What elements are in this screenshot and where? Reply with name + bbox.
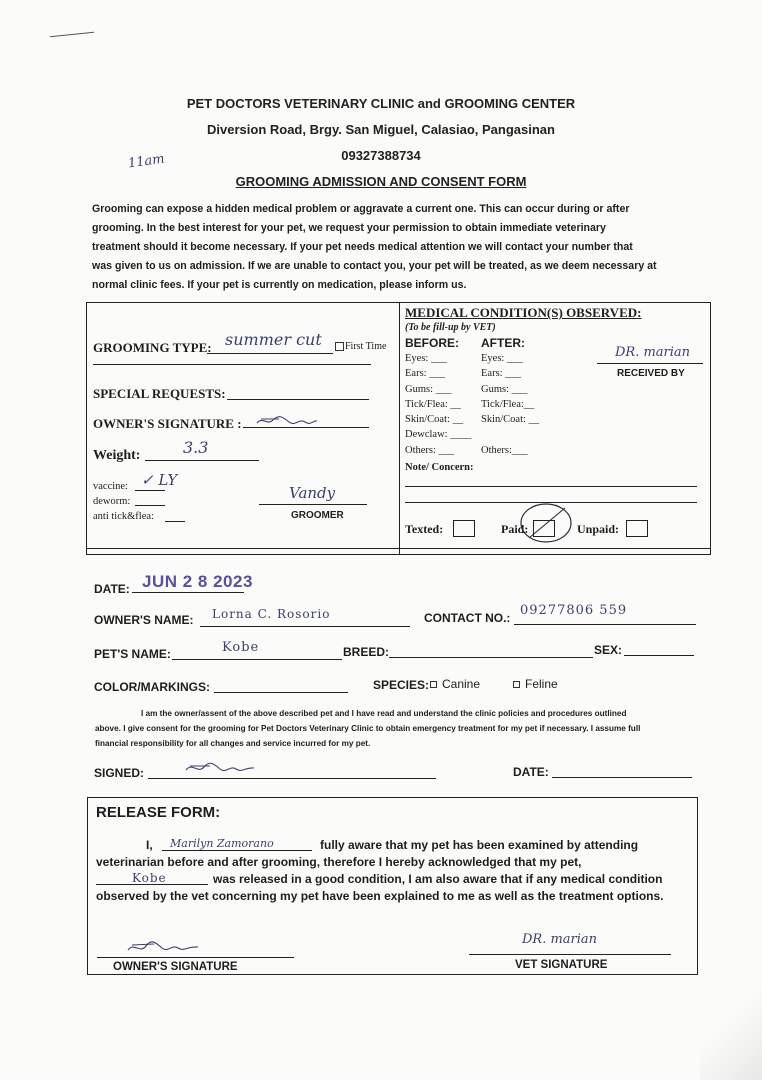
date-stamp: JUN 2 8 2023 — [142, 572, 253, 591]
breed-label: BREED: — [343, 645, 390, 659]
intro-paragraph — [92, 200, 697, 295]
after-others: Others:___ — [481, 444, 528, 456]
contact-field[interactable] — [514, 624, 696, 625]
after-tickflea: Tick/Flea:__ — [481, 398, 535, 410]
before-eyes-label: Eyes: — [405, 353, 429, 364]
release-line-3 — [96, 871, 692, 888]
consent-paragraph — [95, 706, 700, 751]
note-label: Note/ Concern: — [405, 462, 474, 473]
time-note: 11am — [127, 151, 166, 172]
release-line-3-text: was released in a good condition, I am also aware that if any medical condition — [213, 872, 663, 886]
before-ears: Ears: ___ — [405, 368, 445, 380]
vaccine-label: vaccine: — [93, 481, 128, 492]
signed-scribble — [184, 760, 256, 781]
medical-section — [405, 304, 705, 549]
medical-title: MEDICAL CONDITION(S) OBSERVED: — [405, 305, 642, 320]
stray-pen-mark — [50, 32, 94, 38]
release-i-label: I, — [146, 838, 153, 852]
release-paragraph — [96, 837, 692, 905]
pet-name-field[interactable] — [172, 659, 342, 660]
before-eyes: Eyes: ___ — [405, 353, 447, 364]
after-gums: Gums: ___ — [481, 383, 528, 395]
pet-name-label: PET'S NAME: — [94, 647, 171, 661]
clinic-phone: 09327388734 — [341, 148, 421, 163]
release-line-4: observed by the vet concerning my pet have been explained to me as well as the treatment options. — [96, 889, 664, 903]
before-dewclaw-label: Dewclaw: — [405, 429, 448, 441]
sex-field[interactable] — [624, 655, 694, 656]
sex-label: SEX: — [594, 643, 623, 657]
consent-date-label: DATE: — [513, 765, 549, 779]
after-tickflea-label: Tick/Flea: — [481, 398, 524, 410]
grooming-type-label: GROOMING TYPE: — [93, 340, 212, 355]
note-line-1[interactable] — [405, 486, 697, 487]
page-curl-shadow — [700, 980, 762, 1080]
before-gums: Gums: ___ — [405, 383, 452, 395]
intro-line: grooming. In the best interest for your pet, we request your permission to obtain immediate veterinary — [92, 222, 606, 234]
consent-line: financial responsibility for all changes and service incurred for my pet. — [95, 739, 371, 748]
after-ears: Ears: ___ — [481, 368, 521, 380]
paid-circle-mark — [517, 500, 575, 551]
release-name-value: Marilyn Zamorano — [170, 837, 274, 850]
date-field[interactable] — [132, 592, 244, 593]
vet-sig-label: VET SIGNATURE — [515, 959, 608, 971]
owner-signature-scribble — [255, 414, 319, 433]
release-pet-value: Kobe — [132, 871, 167, 885]
paid-label: Paid: — [501, 522, 529, 536]
release-line-1 — [96, 837, 692, 854]
canine-label: Canine — [442, 677, 481, 691]
unpaid-label: Unpaid: — [577, 522, 620, 536]
groomer-label: GROOMER — [291, 510, 344, 521]
received-by-label: RECEIVED BY — [617, 368, 685, 379]
grooming-section — [93, 330, 393, 545]
consent-line: I am the owner/assent of the above described pet and I have read and understand the clinic policies and procedures outlined — [141, 709, 627, 718]
contact-value: 09277806 559 — [520, 603, 628, 618]
color-field[interactable] — [214, 692, 348, 693]
intro-line: was given to us on admission. If we are unable to contact you, your pet will be treated, as we deem necessary at — [92, 260, 657, 272]
received-by-value: DR. marian — [615, 345, 691, 360]
pet-name-value: Kobe — [222, 640, 260, 655]
release-line-2: veterinarian before and after grooming, therefore I hereby acknowledged that my pet, — [96, 855, 582, 869]
medical-after-column — [481, 353, 561, 460]
texted-checkbox[interactable] — [453, 520, 475, 537]
release-title: RELEASE FORM: — [96, 804, 221, 821]
special-requests-field[interactable] — [227, 386, 369, 400]
owner-name-value: Lorna C. Rosorio — [212, 607, 331, 621]
deworm-field[interactable] — [135, 495, 165, 506]
after-eyes-label: Eyes: — [481, 353, 505, 364]
after-eyes: Eyes: ___ — [481, 353, 523, 364]
weight-value: 3.3 — [183, 438, 209, 457]
special-requests-label: SPECIAL REQUESTS: — [93, 386, 226, 401]
first-time-label: First Time — [345, 341, 387, 352]
before-tickflea: Tick/Flea: __ — [405, 398, 461, 410]
form-title: GROOMING ADMISSION AND CONSENT FORM — [235, 174, 527, 189]
feline-checkbox[interactable] — [513, 681, 520, 688]
intro-line: Grooming can expose a hidden medical problem or aggravate a current one. This can occur during or after — [92, 203, 630, 215]
received-by-line — [597, 363, 703, 364]
weight-label: Weight: — [93, 448, 141, 463]
before-skincoat: Skin/Coat: __ — [405, 414, 464, 426]
contact-label: CONTACT NO.: — [424, 611, 511, 625]
first-time-checkbox[interactable] — [335, 342, 344, 351]
vet-sig-value: DR. marian — [522, 932, 598, 947]
antitick-field[interactable] — [165, 511, 185, 522]
antitick-label: anti tick&flea: — [93, 511, 154, 522]
release-owner-sig-label: OWNER'S SIGNATURE — [113, 961, 238, 973]
before-label: BEFORE: — [405, 336, 459, 350]
owner-name-label: OWNER'S NAME: — [94, 613, 194, 627]
after-label: AFTER: — [481, 336, 525, 350]
grooming-type-value: summer cut — [225, 330, 322, 349]
after-others-label: Others: — [481, 444, 512, 456]
before-dewclaw: Dewclaw: ____ — [405, 429, 472, 441]
clinic-address: Diversion Road, Brgy. San Miguel, Calasiao, Pangasinan — [207, 122, 555, 137]
medical-subtitle: (To be fill-up by VET) — [405, 322, 496, 333]
owner-signature-label: OWNER'S SIGNATURE : — [93, 416, 242, 431]
date-label: DATE: — [94, 582, 130, 596]
consent-date-field[interactable] — [552, 777, 692, 778]
owner-name-field[interactable] — [200, 626, 410, 627]
color-label: COLOR/MARKINGS: — [94, 680, 210, 694]
before-others-label: Others: — [405, 444, 436, 456]
box-divider — [399, 302, 400, 555]
texted-label: Texted: — [405, 522, 444, 536]
grooming-type-extra-line — [93, 364, 371, 365]
before-others: Others: ___ — [405, 444, 455, 456]
intro-line: treatment should it become necessary. If your pet needs medical attention we will contact your number that — [92, 241, 633, 253]
deworm-label: deworm: — [93, 496, 131, 507]
before-skincoat-label: Skin/Coat: — [405, 414, 450, 426]
feline-label: Feline — [525, 677, 558, 691]
breed-field[interactable] — [389, 657, 593, 658]
unpaid-checkbox[interactable] — [626, 520, 648, 537]
canine-checkbox[interactable] — [430, 681, 437, 688]
signed-label: SIGNED: — [94, 766, 145, 780]
after-ears-label: Ears: — [481, 368, 503, 380]
after-gums-label: Gums: — [481, 383, 510, 395]
consent-line: above. I give consent for the grooming for Pet Doctors Veterinary Clinic to obtain emergency treatment for my pet if necessary. I assume full — [95, 724, 641, 733]
species-label: SPECIES: — [373, 678, 430, 692]
before-ears-label: Ears: — [405, 368, 427, 380]
after-skincoat-label: Skin/Coat: — [481, 414, 526, 426]
clinic-name: PET DOCTORS VETERINARY CLINIC and GROOMING CENTER — [186, 96, 576, 111]
before-tickflea-label: Tick/Flea: — [405, 398, 448, 410]
after-skincoat: Skin/Coat: __ — [481, 414, 540, 426]
medical-before-column — [405, 353, 481, 460]
release-line-1-text: fully aware that my pet has been examined by attending — [320, 838, 639, 852]
groomer-line — [259, 504, 367, 505]
intro-line: normal clinic fees. If your pet is currently on medication, please inform us. — [92, 279, 467, 291]
release-owner-sig-line[interactable] — [97, 957, 294, 958]
vet-sig-line[interactable] — [469, 954, 671, 955]
after-dewclaw-spacer — [481, 429, 561, 444]
vaccine-value: ✓ LY — [141, 471, 178, 489]
before-gums-label: Gums: — [405, 383, 434, 395]
groomer-value: Vandy — [289, 484, 336, 502]
